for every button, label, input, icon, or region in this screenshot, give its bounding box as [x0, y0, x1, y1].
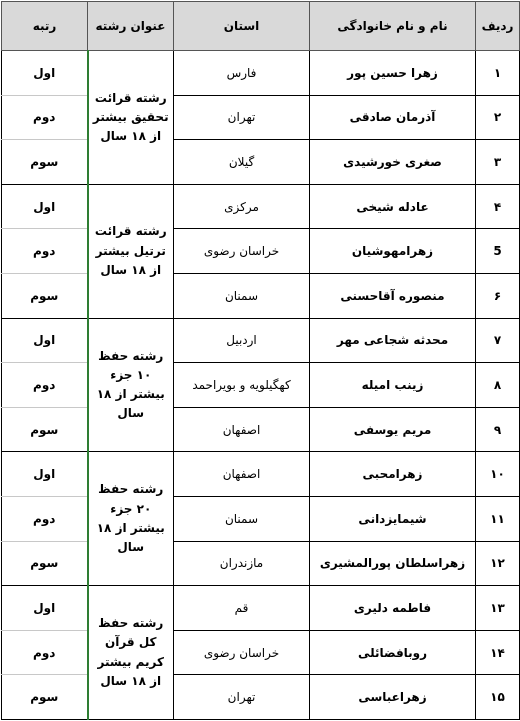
participant-name: زهراعباسی: [310, 675, 476, 720]
rank-cell: سوم: [2, 541, 88, 586]
rank-cell: سوم: [2, 675, 88, 720]
participant-name: زهرامهوشیان: [310, 229, 476, 274]
participant-name: صغری خورشیدی: [310, 140, 476, 185]
header-index: ردیف: [476, 2, 520, 51]
participant-name: منصوره آقاحسنی: [310, 273, 476, 318]
row-index: ۸: [476, 363, 520, 408]
participant-name: شیمایزدانی: [310, 496, 476, 541]
row-index: ۳: [476, 140, 520, 185]
rank-cell: اول: [2, 452, 88, 497]
table-row: [2, 51, 520, 96]
table-row: [2, 586, 520, 631]
participant-name: آذرمان صادقی: [310, 95, 476, 140]
province-cell: تهران: [174, 95, 310, 140]
province-cell: اردبیل: [174, 318, 310, 363]
row-index: ۱: [476, 51, 520, 96]
row-index: ۴: [476, 184, 520, 229]
table-row: [2, 184, 520, 229]
table-row: [2, 229, 520, 274]
province-cell: گیلان: [174, 140, 310, 185]
participant-name: زهرا حسین پور: [310, 51, 476, 96]
field-title: رشته حفظ کل قرآن کریم بیشتر از ۱۸ سال: [88, 586, 174, 720]
province-cell: خراسان رضوی: [174, 630, 310, 675]
province-cell: خراسان رضوی: [174, 229, 310, 274]
results-table: [1, 1, 520, 720]
province-cell: تهران: [174, 675, 310, 720]
province-cell: کهگیلویه و بویراحمد: [174, 363, 310, 408]
row-index: ۷: [476, 318, 520, 363]
participant-name: مریم یوسفی: [310, 407, 476, 452]
rank-cell: اول: [2, 318, 88, 363]
province-cell: سمنان: [174, 496, 310, 541]
header-rank: رتبه: [2, 2, 88, 51]
table-row: [2, 496, 520, 541]
participant-name: زینب امیله: [310, 363, 476, 408]
province-cell: اصفهان: [174, 452, 310, 497]
rank-cell: دوم: [2, 95, 88, 140]
table-row: [2, 675, 520, 720]
rank-cell: اول: [2, 51, 88, 96]
table-row: [2, 630, 520, 675]
table-row: [2, 407, 520, 452]
participant-name: روبافضائلی: [310, 630, 476, 675]
table-row: [2, 318, 520, 363]
participant-name: زهراسلطان پورالمشیری: [310, 541, 476, 586]
province-cell: سمنان: [174, 273, 310, 318]
rank-cell: سوم: [2, 407, 88, 452]
header-name: نام و نام خانوادگی: [310, 2, 476, 51]
row-index: 5: [476, 229, 520, 274]
field-title: رشته قرائت تحقیق بیشتر از ۱۸ سال: [88, 51, 174, 185]
participant-name: محدثه شجاعی مهر: [310, 318, 476, 363]
table-row: [2, 95, 520, 140]
rank-cell: اول: [2, 586, 88, 631]
row-index: ۶: [476, 273, 520, 318]
rank-cell: دوم: [2, 363, 88, 408]
field-title: رشته حفظ ۲۰ جزء بیشتر از ۱۸ سال: [88, 452, 174, 586]
table-row: [2, 140, 520, 185]
rank-cell: دوم: [2, 630, 88, 675]
row-index: ۱۵: [476, 675, 520, 720]
province-cell: قم: [174, 586, 310, 631]
participant-name: عادله شیخی: [310, 184, 476, 229]
province-cell: مرکزی: [174, 184, 310, 229]
participant-name: فاطمه دلیری: [310, 586, 476, 631]
rank-cell: سوم: [2, 140, 88, 185]
rank-cell: دوم: [2, 496, 88, 541]
header-row: [2, 2, 520, 51]
province-cell: مازندران: [174, 541, 310, 586]
row-index: ۱۰: [476, 452, 520, 497]
row-index: ۲: [476, 95, 520, 140]
header-province: استان: [174, 2, 310, 51]
table-row: [2, 452, 520, 497]
field-title: رشته حفظ ۱۰ جزء بیشتر از ۱۸ سال: [88, 318, 174, 452]
province-cell: فارس: [174, 51, 310, 96]
row-index: ۱۴: [476, 630, 520, 675]
participant-name: زهرامحبی: [310, 452, 476, 497]
rank-cell: سوم: [2, 273, 88, 318]
table-row: [2, 363, 520, 408]
table-row: [2, 541, 520, 586]
field-title: رشته قرائت ترتیل بیشتر از ۱۸ سال: [88, 184, 174, 318]
row-index: ۱۳: [476, 586, 520, 631]
table-body: [2, 51, 520, 720]
header-field: عنوان رشته: [88, 2, 174, 51]
rank-cell: اول: [2, 184, 88, 229]
row-index: ۹: [476, 407, 520, 452]
province-cell: اصفهان: [174, 407, 310, 452]
row-index: ۱۱: [476, 496, 520, 541]
table-row: [2, 273, 520, 318]
row-index: ۱۲: [476, 541, 520, 586]
rank-cell: دوم: [2, 229, 88, 274]
